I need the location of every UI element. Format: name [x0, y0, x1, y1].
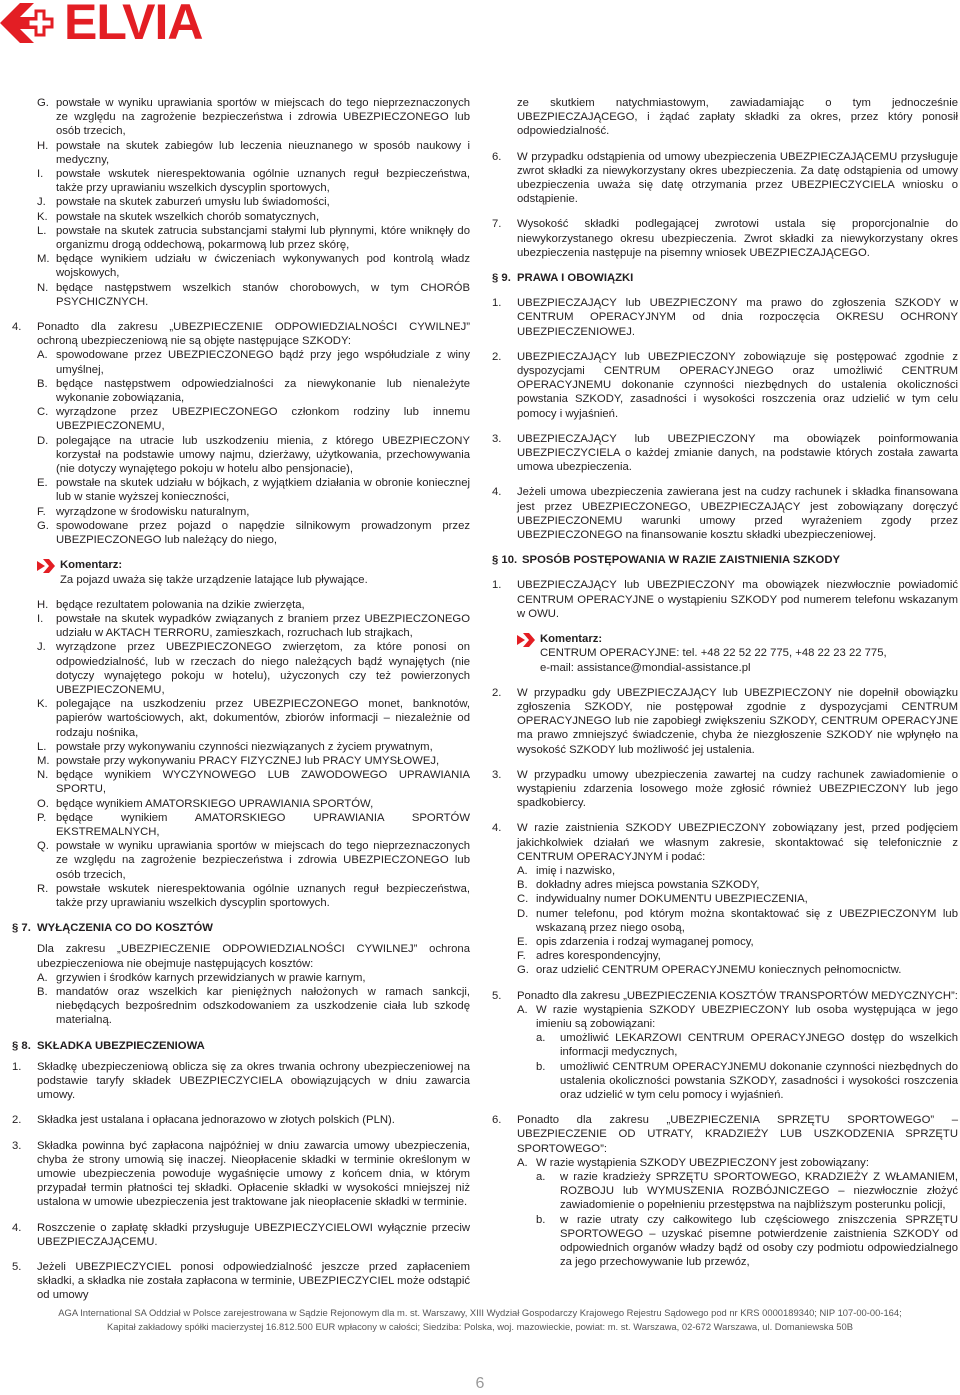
section-7-list: [12, 971, 470, 1028]
list-item: [12, 1060, 470, 1103]
list-item-text: opis zdarzenia i rodzaj wymaganej pomocy,: [536, 935, 754, 948]
list-item-text: UBEZPIECZAJĄCY lub UBEZPIECZONY ma obowiązek poinformowania UBEZPIECZYCIELA o każdej zmianie danych, na podstawie których została zawarta umowa ubezpieczenia.: [517, 432, 958, 474]
list-item-label: E.: [37, 477, 48, 490]
oc-exclusions-list: [12, 348, 470, 547]
list-item: [12, 281, 470, 309]
section-10-paragraph-6: 6. Ponadto dla zakresu „UBEZPIECZENIA SPRZĘTU SPORTOWEGO” – UBEZPIECZENIE OD UTRATY, KRADZIEŻY LUB USZKODZENIA SPRZĘTU SPORTOWEGO”:: [492, 1114, 958, 1155]
list-item-label: K.: [37, 698, 48, 711]
section-10-paragraph-5-sublist: [492, 1031, 958, 1102]
list-item-text: Składka powinna być zapłacona najpóźniej w dniu zawarcia umowy ubezpieczenia, chyba że strony umowią się inaczej. Nieopłacenie składki w terminie określonym w umowie ubezpieczenia powoduje wygaśnięcie umowy z końcem dnia, w którym przypadał termin płatności tej składki. Opłacenie składki w wysokości mniejszej niż ustalona w umowie ubezpieczenia jest traktowane jak nieopłacenie składki w terminie.: [37, 1139, 470, 1209]
section-10-paragraph-2: 2. W przypadku gdy UBEZPIECZAJĄCY lub UBEZPIECZONY nie dopełnił obowiązku zgłoszenia SZKODY, nie postępował zgodnie z dyspozycjami CENTRUM OPERACYJNEGO lub nie zapobiegł zwiększeniu SZKODY, CENTRUM OPERACYJNE ma prawo zmniejszyć świadczenie, chyba że niezgłoszenie SZKODY nie wpłynęło na wysokość SZKODY lub możliwość jej ustalenia.: [492, 686, 958, 756]
list-item: [12, 768, 470, 796]
list-item-text: wyrządzone w środowisku naturalnym,: [56, 505, 250, 518]
list-item-label: a.: [536, 1032, 546, 1045]
section-9-heading: § 9. PRAWA I OBOWIĄZKI: [492, 272, 634, 285]
list-item: [492, 1031, 958, 1059]
list-item: [12, 612, 470, 640]
list-item-label: F.: [37, 505, 46, 518]
list-item-label: J.: [37, 196, 46, 209]
list-item-label: 1.: [12, 1060, 22, 1073]
list-item: [12, 598, 470, 612]
list-item-text: powstałe na skutek zaburzeń umysłu lub świadomości,: [56, 196, 330, 209]
list-item-label: Q.: [37, 840, 49, 853]
list-item-text: powstałe w wyniku uprawiania sportów w miejscach do tego nieprzeznaczonych ze względu na zagrożenie bezpieczeństwa i zdrowia UBEZPIECZONEGO lub osób trzecich,: [56, 840, 470, 881]
list-item-text: będące rezultatem polowania na dzikie zwierzęta,: [56, 598, 305, 611]
list-item: [492, 350, 958, 421]
list-item-text: powstałe wskutek nierespektowania ogólnie uznanych reguł bezpieczeństwa, także przy uprawianiu wszelkich dyscyplin sportowych.: [56, 882, 470, 909]
list-item-text: Składkę ubezpieczeniową oblicza się za okres trwania ochrony ubezpieczeniowej na podstawie taryfy składek UBEZPIECZYCIELA obowiązujących w dniu zawarcia umowy.: [37, 1060, 470, 1102]
list-item: [12, 505, 470, 519]
list-item-text: Roszczenie o zapłatę składki przysługuje UBEZPIECZYCIELOWI wyłącznie przeciw UBEZPIECZAJĄCEMU.: [37, 1221, 470, 1248]
right-column: [492, 96, 958, 1269]
list-item-label: P.: [37, 811, 47, 824]
list-item: [12, 882, 470, 910]
list-item-text: powstałe na skutek udziału w bójkach, z wyjątkiem działania w obronie koniecznej lub w stanie wyższej konieczności,: [56, 477, 470, 504]
section-10-paragraph-5: 5. Ponadto dla zakresu „UBEZPIECZENIA KOSZTÓW TRANSPORTÓW MEDYCZNYCH”:: [492, 989, 958, 1002]
list-item-text: spowodowane przez pojazd o napędzie silnikowym prowadzonym przez UBEZPIECZONEGO lub należący do niego,: [56, 519, 470, 547]
list-item: [12, 252, 470, 280]
list-item-text: polegające na utracie lub uszkodzeniu mienia, z którego UBEZPIECZONY korzystał na podstawie umowy najmu, dzierżawy, użytkowania, przechowywania (nie dotyczy wynajętego pokoju w hotelu albo pensjonacie),: [56, 434, 470, 476]
list-item-text: numer telefonu, pod którym można skontaktować się z UBEZPIECZONYM lub wskazaną przez niego osobą,: [536, 907, 958, 934]
list-item: [492, 432, 958, 475]
list-item-label: J.: [37, 641, 46, 654]
list-item-label: C.: [37, 406, 49, 419]
list-item: [492, 864, 958, 878]
list-item-label: N.: [37, 281, 49, 294]
list-item: [492, 1060, 958, 1103]
list-item-text: w razie utraty czy całkowitego lub częściowego zniszczenia SPRZĘTU SPORTOWEGO – uzyskać pisemne potwierdzenie zaistnienia SZKODY od odpowiednich organów władzy bądź od osoby czy podmiotu odpowiedzialnego za jego przechowywanie lub przewóz,: [560, 1213, 958, 1269]
list-item: [12, 985, 470, 1028]
list-item-label: 2.: [12, 1114, 22, 1127]
list-item: [12, 405, 470, 433]
list-item: [492, 949, 958, 963]
list-item: [12, 754, 470, 768]
list-item-text: będące wynikiem AMATORSKIEGO UPRAWIANIA SPORTÓW EKSTREMALNYCH,: [56, 811, 470, 838]
list-item-label: L.: [37, 224, 47, 237]
list-item-text: indywidualny numer DOKUMENTU UBEZPIECZENIA,: [536, 893, 808, 906]
list-item: [492, 935, 958, 949]
elvia-logo: [0, 0, 270, 50]
list-item-text: powstałe na skutek zatrucia substancjami stałymi lub płynnymi, które wniknęły do organizmu drogą oddechową, pokarmową lub przez skórę,: [56, 224, 470, 252]
continuation-text: ze skutkiem natychmiastowym, zawiadamiając o tym jednocześnie UBEZPIECZAJĄCEGO, i żądać zapłaty składki za okres, przez który ponosił odpowiedzialność.: [517, 97, 958, 138]
footer-line-1: AGA International SA Oddział w Polsce zarejestrowana w Sądzie Rejonowym dla m. st. Warszawy, XIII Wydział Gospodarczy Krajowego Rejestru Sądowego pod nr KRS 0000189340; NIP 107-00-00-164;: [58, 1307, 902, 1318]
list-item-text: będące wynikiem udziału w ćwiczeniach wykonywanych pod kontrolą władz wojskowych,: [56, 253, 470, 280]
comment-title: Komentarz:: [540, 633, 603, 646]
list-item-label: N.: [37, 769, 49, 782]
section-10-paragraph-3: 3. W przypadku umowy ubezpieczenia zawartej na cudzy rachunek zawiadomienie o wystąpieniu zdarzenia losowego może zgłosić również UBEZPIECZONY lub jego spadkobiercy.: [492, 768, 958, 810]
left-column: [12, 96, 470, 1303]
list-item: [12, 210, 470, 224]
section-10-paragraph-4-list: [492, 864, 958, 978]
list-item-text: polegające na uszkodzeniu przez UBEZPIECZONEGO monet, banknotów, papierów wartościowych, akt, dokumentów, zbiorów informacji – niezależnie od rodzaju nośnika,: [56, 698, 470, 739]
list-item-label: G.: [37, 97, 49, 109]
list-item-label: 3.: [12, 1139, 22, 1152]
list-item-label: a.: [536, 1171, 546, 1183]
arrow-icon: [517, 632, 540, 675]
section-10-heading: § 10. SPOSÓB POSTĘPOWANIA W RAZIE ZAISTNIENIA SZKODY: [492, 554, 841, 567]
oc-exclusions-list-continued: [12, 598, 470, 910]
list-item-text: UBEZPIECZAJĄCY lub UBEZPIECZONY ma prawo do zgłoszenia SZKODY w CENTRUM OPERACYJNYM od dnia rozpoczęcia OKRESU OCHRONY UBEZPIECZENIOWEJ.: [517, 297, 958, 338]
list-item-label: K.: [37, 210, 48, 223]
list-item-label: B.: [517, 879, 528, 892]
list-item-text: powstałe przy wykonywaniu PRACY FIZYCZNEJ lub PRACY UMYSŁOWEJ,: [56, 754, 440, 767]
list-item-label: b.: [536, 1213, 546, 1226]
list-item: [12, 1221, 470, 1249]
section-7-intro: Dla zakresu „UBEZPIECZENIE ODPOWIEDZIALNOŚCI CYWILNEJ” ochrona ubezpieczeniowa nie obejmuje następujących kosztów:: [37, 943, 470, 970]
list-item: [12, 519, 470, 547]
list-item-text: imię i nazwisko,: [536, 864, 616, 877]
list-item: [12, 195, 470, 209]
list-item-text: w razie kradzieży SPRZĘTU SPORTOWEGO, KRADZIEŻY Z WŁAMANIEM, ROZBOJU lub WYMUSZENIA ROZBÓJNICZEGO – niezwłocznie złożyć zawiadomienie o popełnieniu przestępstwa na najbliższym posterunku policji,: [560, 1171, 958, 1212]
list-item-label: I.: [37, 612, 44, 625]
list-item: [492, 296, 958, 339]
comment-title: Komentarz:: [60, 559, 123, 572]
swiss-cross-arrow-icon: [0, 0, 70, 46]
list-item: [12, 811, 470, 839]
list-item-text: powstałe na skutek wypadków związanych z braniem przez UBEZPIECZONEGO udziału w AKTACH TERRORU, zamieszkach, rozruchach lub strajkach,: [56, 612, 470, 640]
list-item: [492, 1170, 958, 1213]
list-item: [492, 907, 958, 935]
list-item-label: A.: [37, 971, 48, 984]
list-item: [12, 476, 470, 504]
list-item-text: Składka jest ustalana i opłacana jednorazowo w złotych polskich (PLN).: [37, 1114, 395, 1127]
list-item-text: Jeżeli umowa ubezpieczenia zawierana jest na cudzy rachunek i składka finansowana jest przez UBEZPIECZONEGO, UBEZPIECZAJĄCY jest zobowiązany doręczyć UBEZPIECZONEMU warunki umowy przed wyrażeniem zgody przez UBEZPIECZONEGO na finansowanie kosztu składki ubezpieczeniowej.: [517, 486, 958, 542]
list-item-label: b.: [536, 1060, 546, 1073]
list-item-label: G.: [37, 519, 49, 532]
page-number: 6: [475, 1375, 485, 1392]
list-item: [492, 963, 958, 977]
list-item-text: powstałe na skutek wszelkich chorób somatycznych,: [56, 210, 320, 223]
list-item-text: będące wynikiem WYCZYNOWEGO LUB ZAWODOWEGO UPRAWIANIA SPORTU,: [56, 769, 470, 796]
list-item-text: dokładny adres miejsca powstania SZKODY,: [536, 879, 760, 892]
list-item-label: 2.: [492, 350, 502, 363]
list-item: [492, 878, 958, 892]
list-item-label: M.: [37, 754, 50, 767]
list-item-label: A.: [517, 864, 528, 877]
list-item: [12, 640, 470, 697]
list-item: [12, 839, 470, 882]
list-item: [492, 1213, 958, 1270]
list-item: [12, 1139, 470, 1210]
list-item-label: I.: [37, 168, 44, 181]
list-item: [492, 485, 958, 542]
list-item-text: Jeżeli UBEZPIECZYCIEL ponosi odpowiedzialność jeszcze przed zapłaceniem składki, a składka nie została zapłacona w terminie, UBEZPIECZYCIEL może odstąpić od umowy: [37, 1261, 470, 1302]
footer-line-2: Kapitał zakładowy spółki macierzystej 16.812.500 EUR wpłacony w całości; Siedziba: Polska, woj. mazowieckie, powiat: m. st. Warszawa, 02-672 Warszawa, ul. Domaniewska 50B: [107, 1321, 853, 1332]
section-10-paragraph-1: 1. UBEZPIECZAJĄCY lub UBEZPIECZONY ma obowiązek niezwłocznie powiadomić CENTRUM OPERACYJNE o wystąpieniu SZKODY pod numerem telefonu wskazanym w OWU.: [492, 579, 958, 620]
list-item-label: L.: [37, 740, 47, 753]
list-item-text: będące następstwem wszelkich stanów chorobowych, w tym CHORÓB PSYCHICZNYCH.: [56, 281, 470, 308]
list-item-text: umożliwić LEKARZOWI CENTRUM OPERACYJNEGO dostęp do wszelkich informacji medycznych,: [560, 1032, 958, 1059]
section-10-paragraph-6-A: A. W razie wystąpienia SZKODY UBEZPIECZONY jest zobowiązany:: [517, 1156, 869, 1169]
section-10-paragraph-6-sublist: [492, 1170, 958, 1269]
list-item-label: O.: [37, 797, 49, 810]
list-item: [12, 434, 470, 477]
list-item-label: E.: [517, 935, 528, 948]
list-item-label: A.: [37, 349, 48, 362]
list-item: [12, 96, 470, 139]
paragraph-4: 4. Ponadto dla zakresu „UBEZPIECZENIE ODPOWIEDZIALNOŚCI CYWILNEJ” ochroną ubezpieczeniową nie są objęte następujące SZKODY:: [12, 321, 470, 348]
section-7-heading: § 7. WYŁĄCZENIA CO DO KOSZTÓW: [12, 922, 213, 935]
section-10-paragraph-5-A: A. W razie wystąpienia SZKODY UBEZPIECZONY lub osoba występująca w jego imieniu są zobowiązani:: [517, 1003, 958, 1030]
list-item-label: G.: [517, 964, 529, 977]
list-item: [12, 971, 470, 985]
list-item: [12, 139, 470, 167]
list-item: [12, 167, 470, 195]
list-item-label: D.: [37, 434, 49, 447]
list-item-label: R.: [37, 882, 49, 895]
list-item-label: 4.: [492, 486, 502, 499]
section-8-list: [12, 1060, 470, 1303]
list-item-label: B.: [37, 377, 48, 390]
list-item-label: H.: [37, 139, 49, 152]
section-8-heading: § 8. SKŁADKA UBEZPIECZENIOWA: [12, 1039, 205, 1052]
page-footer: [0, 1306, 960, 1334]
list-item: [12, 697, 470, 740]
contact-comment-box: [492, 632, 958, 675]
list-item-text: adres korespondencyjny,: [536, 950, 661, 963]
list-item: [12, 1113, 470, 1127]
comment-box: [12, 558, 470, 586]
list-item: [12, 224, 470, 252]
list-item-label: D.: [517, 907, 529, 920]
comment-text: Za pojazd uważa się także urządzenie latające lub pływające.: [60, 573, 368, 586]
list-item-text: mandatów oraz wszelkich kar pieniężnych nałożonych w ramach sankcji, niebędących bezpośrednim odszkodowaniem za uszkodzenie ciała lub szkodę materialną.: [56, 985, 470, 1027]
contact-email-line: e-mail: assistance@mondial-assistance.pl: [540, 661, 751, 674]
paragraph-6: 6. W przypadku odstąpienia od umowy ubezpieczenia UBEZPIECZAJĄCEMU przysługuje zwrot składki za niewykorzystany okres ubezpieczenia. Za datę odstąpienia od umowy ubezpieczenia uważa się datę otrzymania przez UBEZPIECZYCIELA wniosku o odstąpienie.: [492, 150, 958, 206]
list-item-label: 5.: [12, 1261, 22, 1274]
list-item-label: F.: [517, 950, 526, 963]
list-item: [12, 740, 470, 754]
list-item: [12, 1260, 470, 1303]
exclusions-list-top: [12, 96, 470, 309]
paragraph-7: 7. Wysokość składki podlegającej zwrotowi ustala się proporcjonalnie do niewykorzystanego okresu ubezpieczenia. Zwrot składki za niewykorzystany okres ubezpieczenia następuje na pisemny wniosek UBEZPIECZAJĄCEGO.: [492, 218, 958, 259]
list-item-text: wyrządzone przez UBEZPIECZONEGO członkom rodziny lub innemu UBEZPIECZONEMU,: [56, 406, 470, 433]
list-item-text: będące wynikiem AMATORSKIEGO UPRAWIANIA SPORTÓW,: [56, 797, 374, 810]
list-item-label: 3.: [492, 432, 502, 445]
list-item-text: powstałe wskutek nierespektowania ogólnie uznanych reguł bezpieczeństwa, także przy uprawianiu wszelkich dyscyplin sportowych,: [56, 168, 470, 195]
list-item-text: powstałe w wyniku uprawiania sportów w miejscach do tego nieprzeznaczonych ze względu na zagrożenie bezpieczeństwa i zdrowia UBEZPIECZONEGO lub osób trzecich,: [56, 97, 470, 138]
list-item: [492, 892, 958, 906]
list-item: [12, 348, 470, 376]
list-item-text: grzywien i środków karnych przewidzianych w prawie karnym,: [56, 971, 366, 984]
list-item-text: wyrządzone przez UBEZPIECZONEGO zwierzętom, za które ponosi on odpowiedzialność, lub w rzeczach do niego należących bądź wynajętych (nie dotyczy wynajętego pokoju w hotelu), użyczonych czy też powierzonych UBEZPIECZONEMU,: [56, 641, 470, 696]
brand-name: ELVIA: [64, 0, 203, 50]
list-item-label: B.: [37, 985, 48, 998]
list-item: [12, 377, 470, 405]
list-item-text: oraz udzielić CENTRUM OPERACYJNEMU koniecznych pełnomocnictw.: [536, 964, 902, 977]
list-item: [12, 797, 470, 811]
list-item-text: UBEZPIECZAJĄCY lub UBEZPIECZONY zobowiązuje się postępować zgodnie z dyspozycjami CENTRUM OPERACYJNEGO oraz umożliwić CENTRUM OPERACYJNEMU dokonanie czynności niezbędnych do ustalenia okoliczności powstania SZKODY, zasadności i wysokości roszczenia oraz udzielić w tym celu pomocy i wyjaśnień.: [517, 350, 958, 420]
list-item-text: powstałe na skutek zabiegów lub leczenia nieuznanego w sposób naukowy i medyczny,: [56, 139, 470, 166]
section-9-list: [492, 296, 958, 542]
list-item-label: C.: [517, 893, 529, 906]
list-item-text: powstałe przy wykonywaniu czynności niezwiązanych z życiem prywatnym,: [56, 740, 433, 753]
list-item-label: 1.: [492, 297, 502, 310]
list-item-label: H.: [37, 598, 49, 611]
list-item-text: umożliwić CENTRUM OPERACYJNEMU dokonanie czynności niezbędnych do ustalenia okoliczności powstania SZKODY, zasadności i wysokości roszczenia oraz udzielić w tym celu pomocy i wyjaśnień.: [560, 1060, 958, 1101]
list-item-text: spowodowane przez UBEZPIECZONEGO bądź przy jego współudziale z winy umyślnej,: [56, 349, 470, 376]
list-item-text: będące następstwem odpowiedzialności za niewykonanie lub nienależyte wykonanie zobowiązania,: [56, 377, 470, 405]
section-10-paragraph-4: 4. W razie zaistnienia SZKODY UBEZPIECZONY zobowiązany jest, przed podjęciem jakichkolwiek działań we własnym zakresie, skontaktować się telefonicznie z CENTRUM OPERACYJNYM i podać:: [492, 822, 958, 863]
arrow-icon: [37, 558, 60, 586]
contact-phone-line: CENTRUM OPERACYJNE: tel. +48 22 52 22 775, +48 22 23 22 775,: [540, 647, 887, 660]
list-item-label: M.: [37, 253, 50, 266]
list-item-label: 4.: [12, 1221, 22, 1234]
